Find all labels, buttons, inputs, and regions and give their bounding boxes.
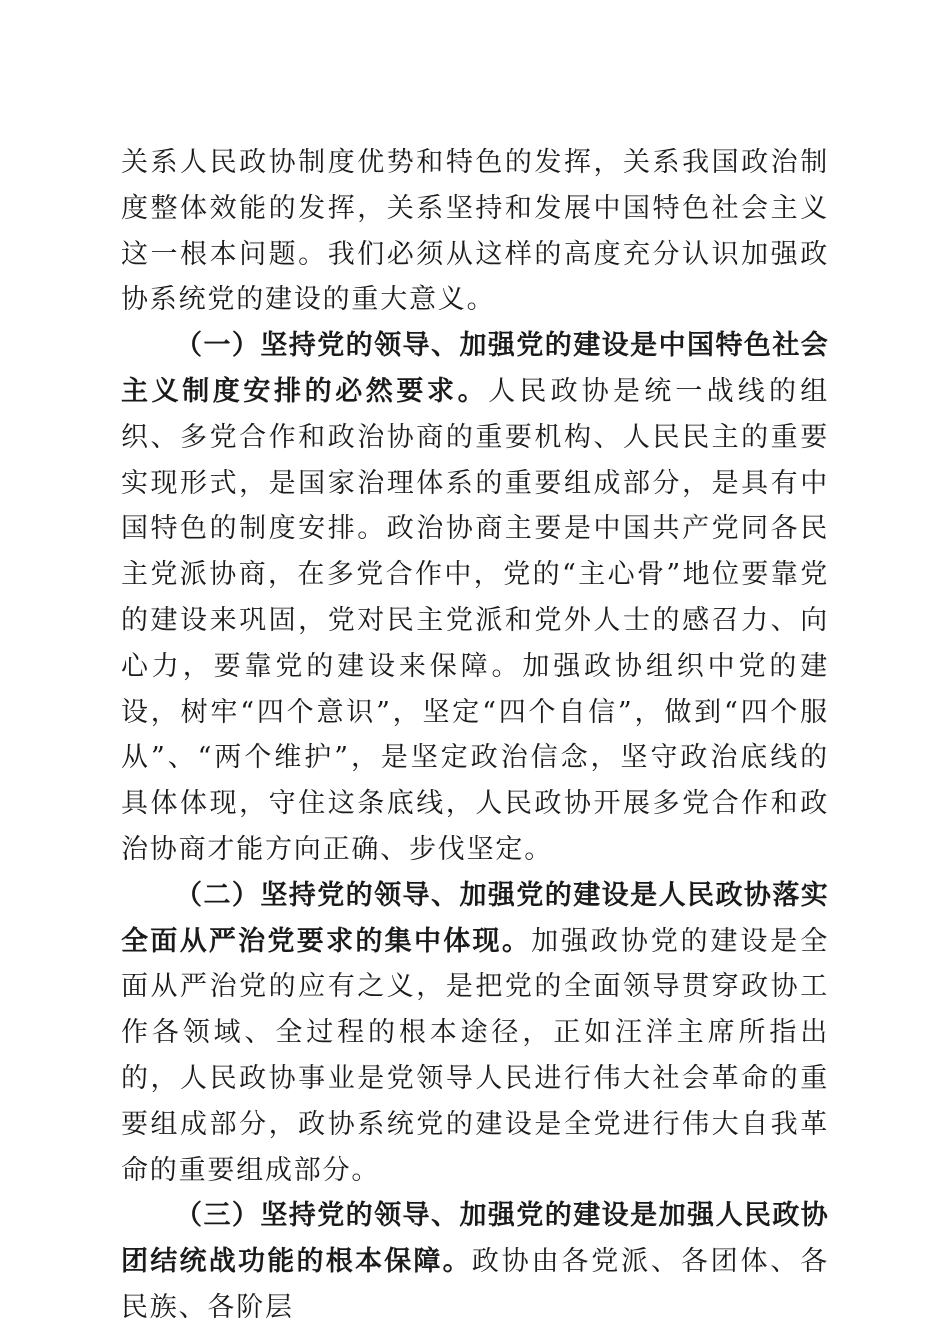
section-heading: （三）坚持党的领导、加强党的建设是加强人民政协团结统战功能的根本保障。	[121, 1200, 829, 1278]
paragraph-intro	[121, 140, 829, 323]
paragraph-text: 政协由各党派、各团体、各民族、各阶层	[121, 1246, 829, 1323]
document-body	[121, 140, 829, 1331]
paragraph-text: 人民政协是统一战线的组织、多党合作和政治协商的重要机构、人民民主的重要实现形式，是国家治理体系的重要组成部分，是具有中国特色的制度安排。政治协商主要是中国共产党同各民主党派协商，在多党合作中，党的“主心骨”地位要靠党的建设来巩固，党对民主党派和党外人士的感召力、向心力，要靠党的建设来保障。加强政协组织中党的建设，树牢“四个意识”，坚定“四个自信”，做到“四个服从”、“两个维护”，是坚定政治信念，坚守政治底线的具体体现，守住这条底线，人民政协开展多党合作和政治协商才能方向正确、步伐坚定。	[121, 375, 829, 865]
paragraph-text: 加强政协党的建设是全面从严治党的应有之义，是把党的全面领导贯穿政协工作各领域、全过程的根本途径，正如汪洋主席所指出的，人民政协事业是党领导人民进行伟大社会革命的重要组成部分，政协系统党的建设是全党进行伟大自我革命的重要组成部分。	[121, 925, 829, 1186]
paragraph-section-2	[121, 873, 829, 1194]
paragraph-text: 关系人民政协制度优势和特色的发挥，关系我国政治制度整体效能的发挥，关系坚持和发展中国特色社会主义这一根本问题。我们必须从这样的高度充分认识加强政协系统党的建设的重大意义。	[121, 147, 829, 316]
section-heading: （二）坚持党的领导、加强党的建设是人民政协落实全面从严治党要求的集中体现。	[121, 879, 829, 957]
paragraph-section-3	[121, 1193, 829, 1330]
paragraph-section-1	[121, 323, 829, 873]
section-heading: （一）坚持党的领导、加强党的建设是中国特色社会主义制度安排的必然要求。	[121, 330, 829, 407]
